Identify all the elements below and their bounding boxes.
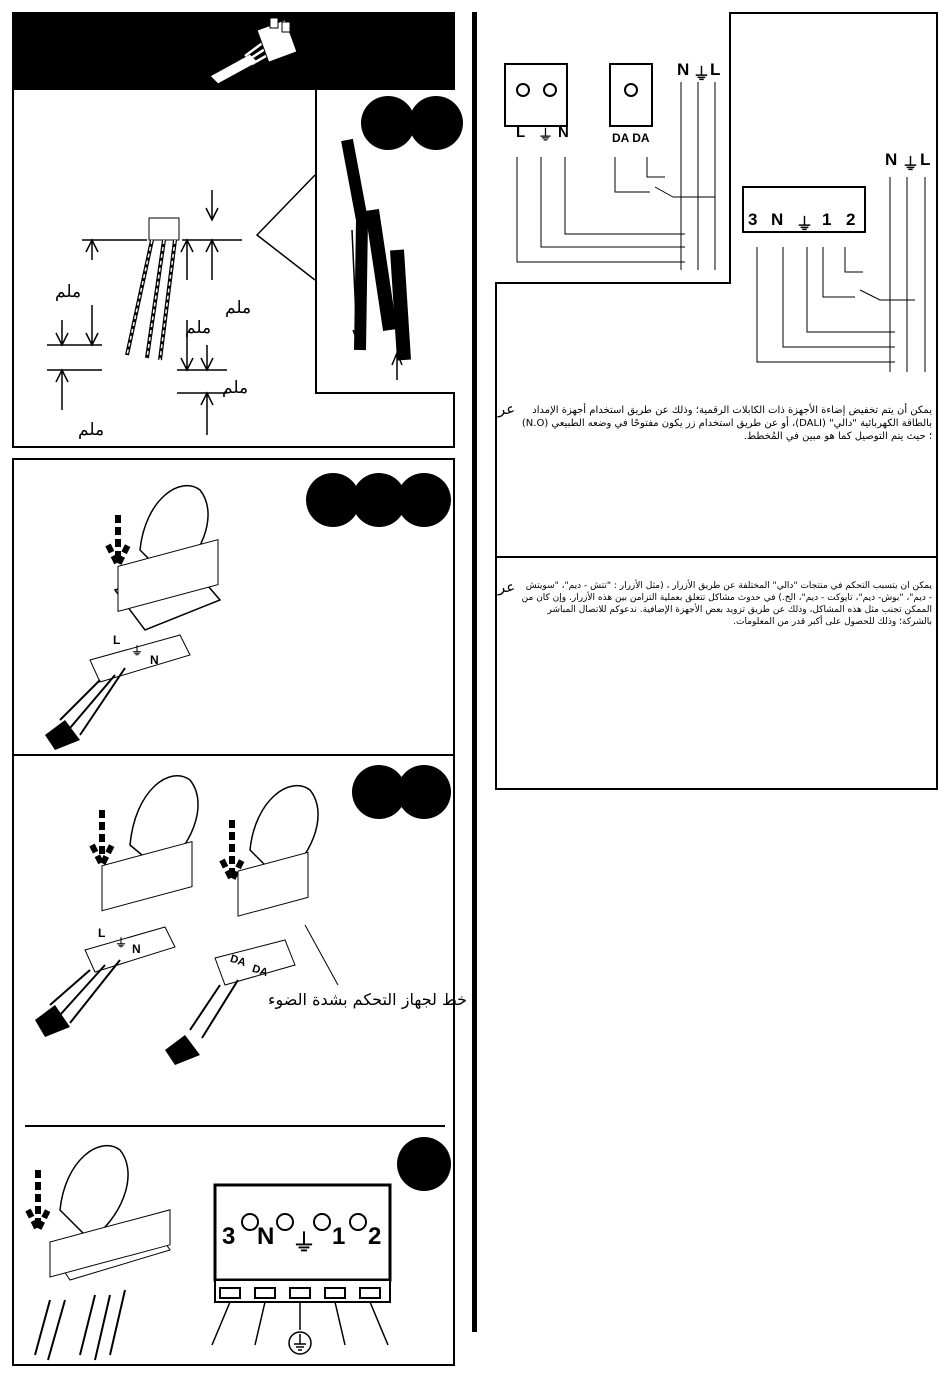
terminal-label-n: N: [257, 1223, 275, 1250]
strip-length-label: ملم: [225, 298, 252, 318]
terminal-label-l: L: [113, 633, 121, 647]
strip-length-label: ملم: [185, 318, 212, 338]
supply-label-l: L: [710, 60, 721, 79]
five-pole-terminal-block: [210, 1180, 395, 1355]
terminal-label-earth: ⏚: [796, 215, 813, 234]
step-dot: [397, 765, 451, 819]
strip-length-label: ملم: [55, 282, 82, 302]
terminal-label-earth: ⏚: [115, 936, 128, 950]
terminal-label-earth: ⏚: [131, 644, 144, 658]
terminal-label-1: 1: [332, 1223, 346, 1250]
supply-label-l: L: [920, 150, 931, 169]
supply-label-n: N: [677, 60, 690, 79]
five-pole-connector-illustration: [20, 1140, 190, 1365]
terminal-label-3: 3: [222, 1223, 236, 1250]
terminal-label-1: 1: [822, 210, 832, 229]
dali-dimming-note: يمكن أن يتم تخفيض إضاءة الأجهزة ذات الكابلات الرقمية؛ وذلك عن طريق استخدام أجهزة الإمداد بالطاقة الكهربائية "دالي" (DALI)، أو عن طريق استخدام زر يكون مفتوحًا في وضعه الطبيعي (N.O) ؛ حيث يتم التوصيل كما هو مبين في المُخطط.: [521, 405, 932, 442]
connector-header-icon: [200, 16, 310, 88]
block-label: ⏚: [538, 127, 554, 144]
notes-divider: [495, 556, 938, 558]
terminal-label-n: N: [150, 653, 159, 667]
terminal-label-3: 3: [748, 210, 758, 229]
terminal-label-l: L: [98, 926, 106, 940]
language-tag: عر: [498, 400, 516, 418]
dali-block-label: DA DA: [612, 131, 650, 145]
supply-label-earth: ⏚: [693, 65, 710, 84]
supply-label-earth: ⏚: [902, 155, 919, 174]
section-divider: [25, 1125, 445, 1127]
terminal-label-2: 2: [368, 1223, 382, 1250]
terminal-label-earth: ⏚: [292, 1230, 316, 1257]
terminal-label-2: 2: [846, 210, 856, 229]
step-dot: [397, 1137, 451, 1191]
dali-label: DA: [228, 952, 248, 970]
language-tag: عر: [498, 578, 516, 596]
step-dot: [397, 473, 451, 527]
column-separator: [472, 12, 477, 1332]
supply-label-n: N: [885, 150, 898, 169]
block-label: N: [558, 124, 569, 141]
dali-label: DA: [250, 962, 270, 980]
pushbutton-sync-note: يمكن ان يتسبب التحكم في منتجات "دالي" المختلفة عن طريق الأزرار ، (مثل الأزرار : "تتش - ديم"، "سويتش - ديم"، "بوش- ديم"، تايوكت - ديم"، الخ.) في حدوث مشاكل تتعلق بعملية التزامن بين هذه الأزرار. وإن كان من الممكن تجنب مثل هذه المشاكل، وذلك عن طريق تزويد بعض الأجهزة الإضافية. ندعوكم للاتصال المباشر بالشركة؛ وذلك للحصول على أكبر قدر من المعلومات.: [521, 581, 932, 627]
terminal-label-n: N: [132, 942, 141, 956]
dimmer-line-caption: خط لجهاز التحكم بشدة الضوء: [268, 990, 468, 1009]
three-pole-connector-illustration: [30, 470, 260, 755]
terminal-label-n: N: [771, 210, 784, 229]
strip-length-label: ملم: [78, 420, 105, 440]
block-label: L: [516, 124, 526, 141]
strip-length-label: ملم: [222, 378, 249, 398]
dali-connector-illustration: [160, 780, 360, 1080]
